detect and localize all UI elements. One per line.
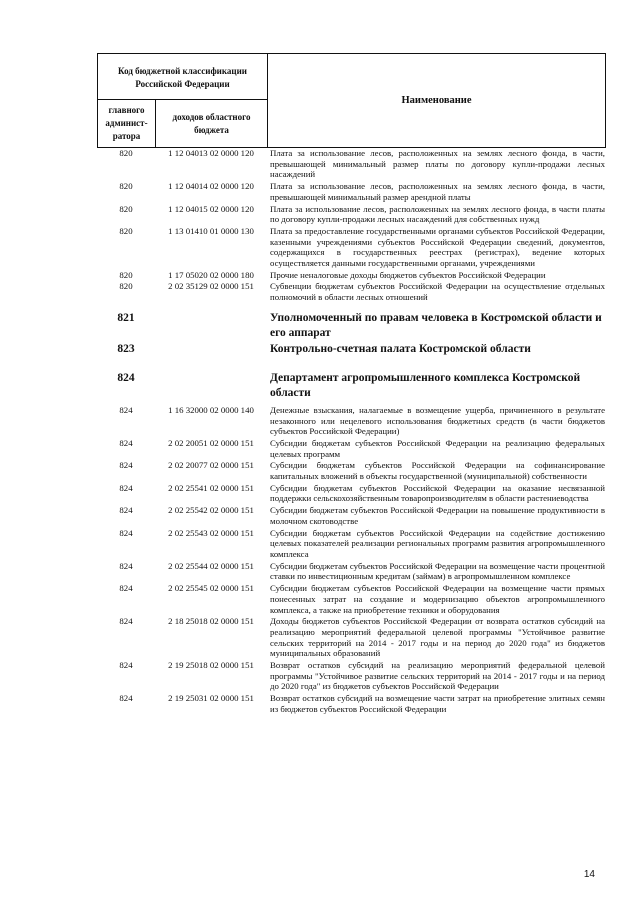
revenue-code-cell: 1 12 04013 02 0000 120	[168, 148, 254, 158]
admin-code-cell: 824	[119, 437, 133, 448]
revenue-code-cell: 2 02 25544 02 0000 151	[168, 560, 254, 571]
revenue-code-cell: 2 02 20077 02 0000 151	[168, 460, 254, 471]
revenue-name-cell: Прочие неналоговые доходы бюджетов субъектов Российской Федерации	[270, 269, 546, 280]
admin-code-cell: 824	[117, 371, 135, 384]
revenue-name-cell: Возврат остатков субсидий на реализацию мероприятий федеральной целевой программы "Устойчивое развитие сельских территорий на 2014 - 2017 годы и на период до 2020 года" из бюджетов субъектов Российской Федерации	[270, 660, 605, 692]
revenue-code-cell	[155, 311, 267, 341]
revenue-code-cell: 2 02 25543 02 0000 151	[168, 527, 254, 538]
revenue-code-cell: 1 13 01410 01 0000 130	[168, 225, 254, 236]
admin-code-cell: 824	[119, 583, 133, 594]
revenue-name-cell: Контрольно-счетная палата Костромской области	[270, 342, 531, 355]
admin-code-cell: 824	[119, 693, 133, 704]
table-row	[97, 371, 605, 401]
table-row	[97, 181, 605, 202]
admin-code-cell: 823	[117, 342, 135, 355]
admin-code-cell: 824	[119, 482, 133, 493]
table-row	[97, 148, 605, 180]
revenue-name-cell: Субвенции бюджетам субъектов Российской Федерации на осуществление отдельных полномочий в области лесных отношений	[270, 281, 605, 303]
revenue-code-cell: 1 12 04014 02 0000 120	[168, 181, 254, 192]
admin-code-cell: 824	[119, 404, 133, 415]
revenue-code-cell: 1 16 32000 02 0000 140	[168, 404, 254, 415]
revenue-name-cell: Возврат остатков субсидий на возмещение части затрат на приобретение элитных семян из бюджетов субъектов Российской Федерации	[270, 693, 605, 714]
admin-code-cell: 824	[119, 460, 133, 471]
header-budget-classification: Код бюджетной классификации Российской Федерации	[98, 54, 268, 100]
admin-code-cell: 821	[117, 311, 135, 324]
table-row	[97, 528, 605, 560]
revenue-code-cell: 2 02 20051 02 0000 151	[168, 437, 254, 448]
admin-code-cell: 820	[119, 225, 133, 236]
revenue-name-cell: Денежные взыскания, налагаемые в возмещение ущерба, причиненного в результате незаконного или нецелевого использования бюджетных средств (в части бюджетов субъектов Российской Федерации)	[270, 404, 605, 437]
revenue-code-cell: 2 02 25541 02 0000 151	[168, 482, 254, 493]
table-row	[97, 561, 605, 582]
revenue-name-cell: Субсидии бюджетам субъектов Российской Федерации на содействие достижению целевых показателей реализации региональных программ развития агропромышленного комплекса	[270, 527, 605, 559]
revenue-name-cell: Субсидии бюджетам субъектов Российской Федерации на повышение продуктивности в молочном скотоводстве	[270, 505, 605, 526]
admin-code-cell: 820	[119, 148, 133, 158]
revenue-code-cell: 2 02 25542 02 0000 151	[168, 505, 254, 516]
admin-code-cell: 820	[119, 269, 133, 280]
admin-code-cell: 820	[119, 203, 133, 214]
revenue-code-cell: 2 18 25018 02 0000 151	[168, 616, 254, 627]
revenue-code-cell: 1 17 05020 02 0000 180	[168, 269, 254, 280]
revenue-code-cell: 1 12 04015 02 0000 120	[168, 203, 254, 214]
table-row	[97, 204, 605, 225]
revenue-code-cell	[155, 342, 267, 357]
table-row	[97, 583, 605, 615]
table-row	[97, 460, 605, 481]
admin-code-cell: 824	[119, 660, 133, 671]
admin-code-cell: 820	[119, 181, 133, 192]
revenue-name-cell: Субсидии бюджетам субъектов Российской Федерации на оказание несвязанной поддержки сельскохозяйственным товаропроизводителям в области растениеводства	[270, 482, 605, 504]
table-row	[97, 270, 605, 281]
table-row	[97, 405, 605, 437]
table-header	[97, 53, 606, 148]
revenue-name-cell: Субсидии бюджетам субъектов Российской Федерации на возмещение части процентной ставки по инвестиционным кредитам (займам) в агропромышленном комплексе	[270, 560, 605, 582]
revenue-name-cell: Плата за использование лесов, расположенных на землях лесного фонда, в части, превышающей минимальный размер платы по договору купли-продажи лесных насаждений	[270, 148, 605, 180]
table-body	[97, 148, 605, 716]
revenue-name-cell: Субсидии бюджетам субъектов Российской Федерации на софинансирование капитальных вложений в объекты государственной (муниципальной) собственности	[270, 460, 605, 482]
revenue-name-cell: Плата за использование лесов, расположенных на землях лесного фонда, в части, превышающей минимальный размер арендной платы	[270, 181, 605, 202]
table-row	[97, 311, 605, 341]
revenue-name-cell: Субсидии бюджетам субъектов Российской Федерации на реализацию федеральных целевых программ	[270, 437, 605, 459]
table-row	[97, 342, 605, 357]
table-row	[97, 505, 605, 526]
header-main-administrator: главного админист-ратора	[98, 100, 156, 148]
header-name: Наименование	[268, 54, 606, 148]
revenue-name-cell: Плата за предоставление государственными органами субъектов Российской Федерации, казенными учреждениями субъектов Российской Федерации сведений, документов, содержащихся в государственных реестрах (регистрах), ведение которых осуществляется данными государственными органами, учреждениями	[270, 225, 605, 269]
admin-code-cell: 824	[119, 527, 133, 538]
revenue-name-cell: Субсидии бюджетам субъектов Российской Федерации на возмещение части прямых понесенных затрат на создание и модернизацию объектов агропромышленного комплекса, а также на приобретение техники и оборудования	[270, 583, 605, 615]
revenue-name-cell: Плата за использование лесов, расположенных на землях лесного фонда, в части платы по договору купли-продажи лесных насаждений для собственных нужд	[270, 203, 605, 225]
admin-code-cell: 824	[119, 616, 133, 627]
table-row	[97, 693, 605, 714]
table-row	[97, 483, 605, 504]
page-number: 14	[583, 869, 595, 880]
revenue-name-cell: Департамент агропромышленного комплекса Костромской области	[270, 371, 581, 399]
admin-code-cell: 820	[119, 281, 133, 292]
revenue-code-cell: 2 19 25018 02 0000 151	[168, 660, 254, 671]
revenue-code-cell: 2 02 35129 02 0000 151	[168, 281, 254, 292]
table-row	[97, 281, 605, 302]
table-row	[97, 660, 605, 692]
header-regional-revenue: доходов областного бюджета	[156, 100, 268, 148]
revenue-code-cell: 2 02 25545 02 0000 151	[168, 583, 254, 594]
revenue-code-cell: 2 19 25031 02 0000 151	[168, 693, 254, 704]
revenue-name-cell: Доходы бюджетов субъектов Российской Федерации от возврата остатков субсидий на реализацию мероприятий федеральной целевой программы "Устойчивое развитие сельских территорий на 2014 - 2017 годы и на период до 2020 года" из бюджетов муниципальных образований	[270, 616, 605, 659]
table-row	[97, 438, 605, 459]
revenue-code-cell	[155, 371, 267, 401]
table-row	[97, 226, 605, 269]
table-row	[97, 616, 605, 659]
admin-code-cell: 824	[119, 560, 133, 571]
admin-code-cell: 824	[119, 505, 133, 516]
revenue-name-cell: Уполномоченный по правам человека в Костромской области и его аппарат	[270, 311, 602, 339]
